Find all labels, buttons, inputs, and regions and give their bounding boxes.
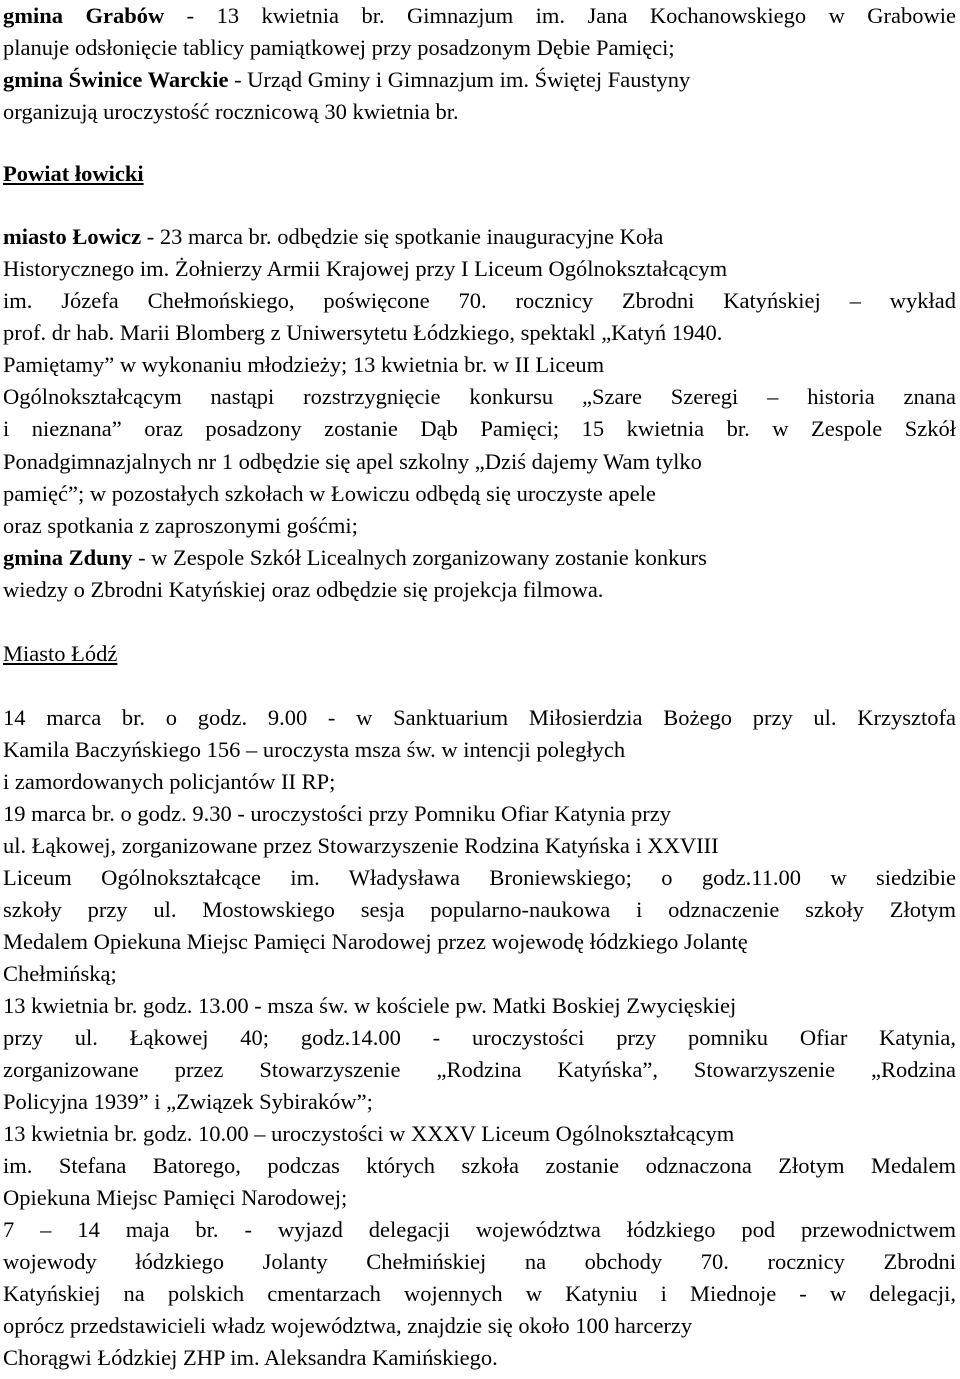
text-line-13 <box>3 446 956 478</box>
text-run: oprócz przedstawicieli władz województwa, znajdzie się około 100 harcerzy <box>3 1313 693 1338</box>
text-run: Pamiętamy” w wykonaniu młodzieży; 13 kwietnia br. w II Liceum <box>3 352 605 377</box>
text-line-31 <box>3 1086 956 1118</box>
text-line-16 <box>3 542 956 574</box>
text-line-34 <box>3 1182 956 1214</box>
text-run: ul. Łąkowej, zorganizowane przez Stowarzyszenie Rodzina Katyńska i XXVIII <box>3 833 719 858</box>
text-run: wojewody łódzkiego Jolanty Chełmińskiej na obchody 70. rocznicy Zbrodni <box>3 1249 956 1274</box>
text-line-9 <box>3 317 956 349</box>
section-heading-text: Powiat łowicki <box>3 161 144 186</box>
text-run: Medalem Opiekuna Miejsc Pamięci Narodowej przez wojewodę łódzkiego Jolantę <box>3 929 748 954</box>
text-run: 14 marca br. o godz. 9.00 - w Sanktuarium Miłosierdzia Bożego przy ul. Krzysztofa <box>3 705 956 730</box>
text-line-27 <box>3 958 956 990</box>
text-run: Chełmińską; <box>3 961 117 986</box>
text-line-25 <box>3 894 956 926</box>
text-line-3 <box>3 64 956 96</box>
text-line-17 <box>3 574 956 606</box>
section-heading-powiat-lowicki <box>3 158 956 190</box>
text-run: i nieznana” oraz posadzony zostanie Dąb Pamięci; 15 kwietnia br. w Zespole Szkół <box>3 416 956 441</box>
text-run: Ponadgimnazjalnych nr 1 odbędzie się apel szkolny „Dziś dajemy Wam tylko <box>3 449 702 474</box>
text-line-38 <box>3 1310 956 1342</box>
section-heading-text: Miasto Łódź <box>3 641 118 666</box>
text-run: Opiekuna Miejsc Pamięci Narodowej; <box>3 1185 348 1210</box>
text-run: 19 marca br. o godz. 9.30 - uroczystości przy Pomniku Ofiar Katynia przy <box>3 801 671 826</box>
text-line-23 <box>3 830 956 862</box>
text-line-19 <box>3 702 956 734</box>
text-run: - w Zespole Szkół Licealnych zorganizowany zostanie konkurs <box>132 545 707 570</box>
text-run: im. Józefa Chełmońskiego, poświęcone 70. rocznicy Zbrodni Katyńskiej – wykład <box>3 288 956 313</box>
text-run: pamięć”; w pozostałych szkołach w Łowiczu odbędą się uroczyste apele <box>3 481 656 506</box>
text-line-2 <box>3 32 956 64</box>
municipality-name: gmina Zduny <box>3 545 133 570</box>
text-run: Chorągwi Łódzkiej ZHP im. Aleksandra Kamińskiego. <box>3 1345 498 1370</box>
text-run: Liceum Ogólnokształcące im. Władysława Broniewskiego; o godz.11.00 w siedzibie <box>3 865 956 890</box>
text-line-37 <box>3 1278 956 1310</box>
municipality-name: gmina Świnice Warckie <box>3 67 229 92</box>
text-run: prof. dr hab. Marii Blomberg z Uniwersytetu Łódzkiego, spektakl „Katyń 1940. <box>3 320 723 345</box>
text-line-26 <box>3 926 956 958</box>
text-run: Ogólnokształcącym nastąpi rozstrzygnięcie konkursu „Szare Szeregi – historia znana <box>3 384 956 409</box>
text-line-14 <box>3 478 956 510</box>
section-heading-miasto-lodz <box>3 638 956 670</box>
text-line-21 <box>3 766 956 798</box>
text-line-28 <box>3 990 956 1022</box>
text-run: i zamordowanych policjantów II RP; <box>3 769 336 794</box>
text-run: planuje odsłonięcie tablicy pamiątkowej przy posadzonym Dębie Pamięci; <box>3 35 675 60</box>
text-line-36 <box>3 1246 956 1278</box>
text-run: przy ul. Łąkowej 40; godz.14.00 - uroczystości przy pomniku Ofiar Katynia, <box>3 1025 956 1050</box>
text-line-4 <box>3 96 956 128</box>
text-run: im. Stefana Batorego, podczas których szkoła zostanie odznaczona Złotym Medalem <box>3 1153 956 1178</box>
text-run: 7 – 14 maja br. - wyjazd delegacji województwa łódzkiego pod przewodnictwem <box>3 1217 956 1242</box>
text-line-7 <box>3 253 956 285</box>
text-run: Katyńskiej na polskich cmentarzach wojennych w Katyniu i Miednoje - w delegacji, <box>3 1281 956 1306</box>
text-run: - Urząd Gminy i Gimnazjum im. Świętej Faustyny <box>228 67 691 92</box>
text-run: 13 kwietnia br. godz. 10.00 – uroczystości w XXXV Liceum Ogólnokształcącym <box>3 1121 735 1146</box>
text-line-39 <box>3 1342 956 1374</box>
text-line-29 <box>3 1022 956 1054</box>
text-run: - 23 marca br. odbędzie się spotkanie inauguracyjne Koła <box>141 224 664 249</box>
text-line-8 <box>3 285 956 317</box>
text-line-12 <box>3 413 956 445</box>
text-run: zorganizowane przez Stowarzyszenie „Rodzina Katyńska”, Stowarzyszenie „Rodzina <box>3 1057 956 1082</box>
municipality-name: gmina Grabów <box>3 3 165 28</box>
text-line-35 <box>3 1214 956 1246</box>
text-run: szkoły przy ul. Mostowskiego sesja popularno-naukowa i odznaczenie szkoły Złotym <box>3 897 956 922</box>
text-line-6 <box>3 221 956 253</box>
text-run: Kamila Baczyńskiego 156 – uroczysta msza św. w intencji poległych <box>3 737 626 762</box>
text-run: oraz spotkania z zaproszonymi gośćmi; <box>3 513 358 538</box>
text-run: Historycznego im. Żołnierzy Armii Krajowej przy I Liceum Ogólnokształcącym <box>3 256 728 281</box>
text-line-1 <box>3 0 956 32</box>
municipality-name: miasto Łowicz <box>3 224 142 249</box>
text-run: 13 kwietnia br. godz. 13.00 - msza św. w kościele pw. Matki Boskiej Zwycięskiej <box>3 993 737 1018</box>
text-line-10 <box>3 349 956 381</box>
text-line-15 <box>3 510 956 542</box>
text-line-32 <box>3 1118 956 1150</box>
text-run: wiedzy o Zbrodni Katyńskiej oraz odbędzie się projekcja filmowa. <box>3 577 604 602</box>
text-line-30 <box>3 1054 956 1086</box>
text-line-22 <box>3 798 956 830</box>
text-run: - 13 kwietnia br. Gimnazjum im. Jana Kochanowskiego w Grabowie <box>164 3 956 28</box>
text-run: Policyjna 1939” i „Związek Sybiraków”; <box>3 1089 373 1114</box>
text-line-20 <box>3 734 956 766</box>
text-run: organizują uroczystość rocznicową 30 kwietnia br. <box>3 99 459 124</box>
text-line-11 <box>3 381 956 413</box>
text-line-33 <box>3 1150 956 1182</box>
text-line-24 <box>3 862 956 894</box>
